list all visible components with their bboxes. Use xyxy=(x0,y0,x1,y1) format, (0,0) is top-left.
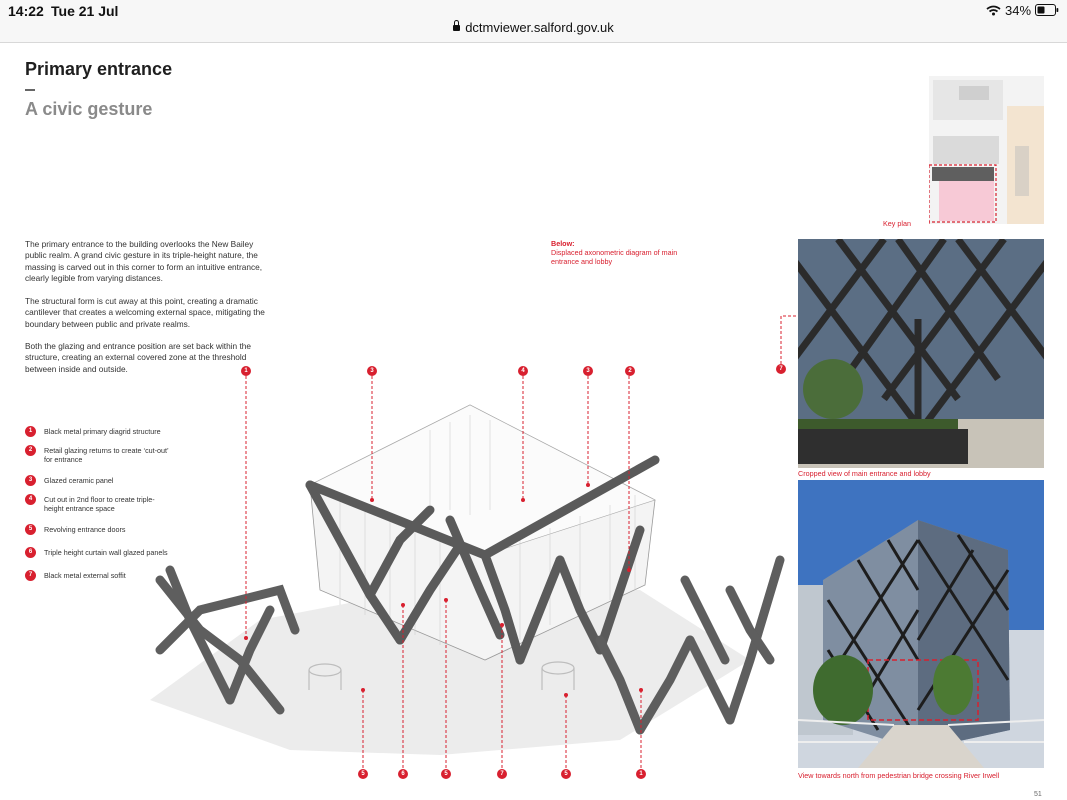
building-photo xyxy=(798,480,1044,768)
wifi-icon xyxy=(986,5,1001,16)
key-plan-image xyxy=(929,76,1044,224)
diagram-marker: 2 xyxy=(625,366,635,376)
page-subtitle: A civic gesture xyxy=(25,99,153,119)
battery-percent: 34% xyxy=(1005,3,1032,18)
diagram-label: Below: xyxy=(551,239,575,248)
diagram-marker: 7 xyxy=(497,769,507,779)
entrance-photo xyxy=(798,239,1044,468)
legend-text: Black metal primary diagrid structure xyxy=(44,427,161,436)
diagram-description: Displaced axonometric diagram of main entrance and lobby xyxy=(551,248,678,266)
body-paragraph: Both the glazing and entrance position are set back within the structure, creating an external covered zone at the threshold between inside and outside. xyxy=(25,341,252,374)
diagram-marker: 5 xyxy=(358,769,368,779)
diagram-marker: 3 xyxy=(583,366,593,376)
diagram-marker: 4 xyxy=(518,366,528,376)
legend-text: Revolving entrance doors xyxy=(44,525,126,534)
address-bar[interactable] xyxy=(0,20,1067,35)
status-date: Tue 21 Jul xyxy=(51,3,119,19)
photo-marker: 7 xyxy=(776,364,786,374)
legend-number: 1 xyxy=(25,426,36,437)
key-plan-label: Key plan xyxy=(883,219,911,228)
page-title: Primary entrance xyxy=(25,59,173,79)
diagram-marker: 5 xyxy=(561,769,571,779)
legend-text: Glazed ceramic panel xyxy=(44,476,114,485)
page-number: 51 xyxy=(1034,791,1042,798)
legend-number: 4 xyxy=(25,494,36,505)
legend-number: 6 xyxy=(25,547,36,558)
battery-icon xyxy=(1035,4,1059,16)
body-paragraph: The primary entrance to the building overlooks the New Bailey public realm. A grand civic gesture in its triple-height nature, the massing is carved out in this corner to form an intuitive entrance, clearly legible from varying distances. xyxy=(25,239,263,283)
diagram-marker: 6 xyxy=(398,769,408,779)
legend-text: Black metal external soffit xyxy=(44,571,126,580)
legend-number: 5 xyxy=(25,524,36,535)
status-bar xyxy=(0,0,1067,43)
legend-number: 7 xyxy=(25,570,36,581)
status-time: 14:22 xyxy=(8,3,44,19)
body-paragraph: The structural form is cut away at this point, creating a dramatic cantilever that creates a welcoming external space, mitigating the boundary between public and private realms. xyxy=(25,296,265,329)
legend-text: Triple height curtain wall glazed panels xyxy=(44,548,168,557)
diagram-marker: 5 xyxy=(441,769,451,779)
lock-icon xyxy=(453,25,460,31)
axonometric-diagram xyxy=(140,360,790,785)
diagram-marker: 1 xyxy=(241,366,251,376)
legend-number: 3 xyxy=(25,475,36,486)
diagram-marker: 3 xyxy=(367,366,377,376)
legend-text: Cut out in 2nd floor to create triple-height entrance space xyxy=(44,495,155,513)
url-text: dctmviewer.salford.gov.uk xyxy=(465,20,614,35)
title-divider xyxy=(25,89,35,91)
photo-caption: View towards north from pedestrian bridge crossing River Irwell xyxy=(798,771,1000,780)
legend-number: 2 xyxy=(25,445,36,456)
legend-text: Retail glazing returns to create ‘cut-out’ for entrance xyxy=(44,446,169,464)
diagram-marker: 1 xyxy=(636,769,646,779)
photo-caption: Cropped view of main entrance and lobby xyxy=(798,469,931,478)
